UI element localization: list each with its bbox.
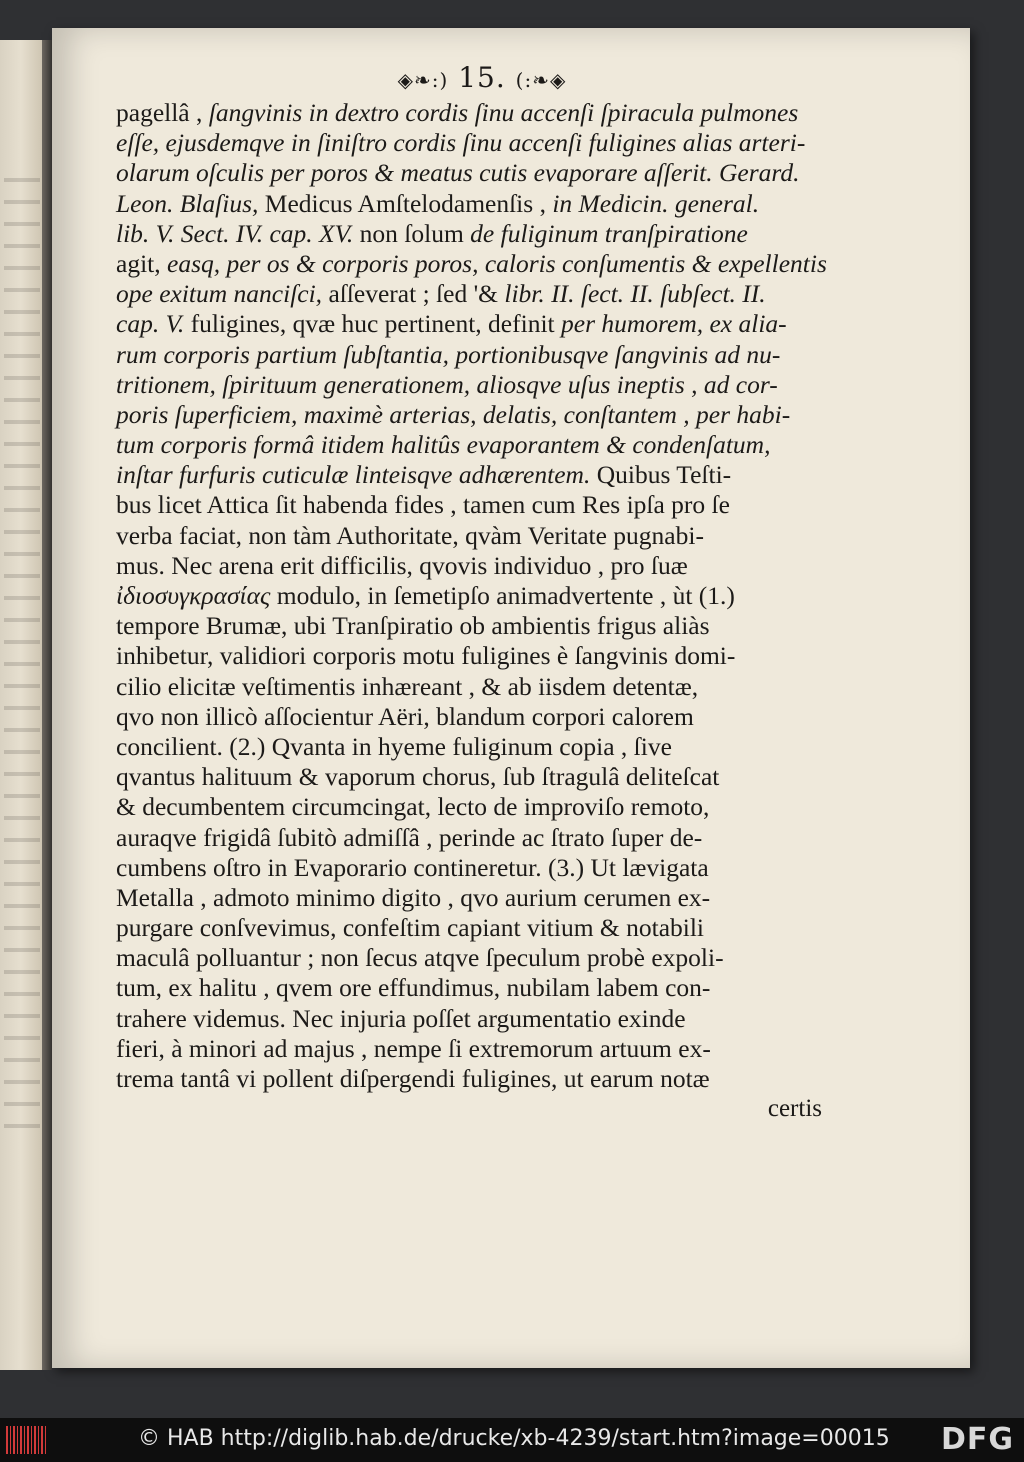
text-line [116, 551, 856, 581]
text-segment: verba faciat, non tàm Authoritate, qvàm Veritate pugnabi- [116, 520, 704, 550]
text-segment: cap. V. [116, 309, 191, 339]
viewer-footer [0, 1418, 1024, 1462]
text-line [116, 702, 856, 732]
text-line [116, 973, 856, 1003]
book-page [52, 28, 970, 1368]
text-line [116, 883, 856, 913]
text-segment: easq, per os & corporis poros, caloris conſumentis & expellentis [167, 248, 827, 278]
text-line [116, 1034, 856, 1064]
text-segment: ope exitum nanciſci, [116, 279, 329, 309]
text-segment: eſſe, ejusdemqve in ſiniſtro cordis ſinu accenſi fuligines alias arteri- [116, 128, 806, 158]
text-segment: trema tantâ vi pollent diſpergendi fuligines, ut earum notæ [116, 1064, 710, 1093]
text-segment: auraqve frigidâ ſubitò admiſſâ , perinde ac ſtrato ſuper de- [116, 822, 703, 852]
text-segment: tum corporis formâ itidem halitûs evaporantem & condenſatum, [116, 430, 771, 460]
page-number: 15. [458, 61, 506, 94]
text-line [116, 521, 856, 551]
text-line [116, 309, 856, 339]
text-segment: bus licet Attica ſit habenda fides , tamen cum Res ipſa pro ſe [116, 490, 730, 520]
text-line [116, 340, 856, 370]
text-segment: mus. Nec arena erit difficilis, qvovis individuo , pro ſuæ [116, 550, 688, 580]
text-segment: inhibetur, validiori corporis motu fuligines è ſangvinis domi- [116, 641, 736, 671]
text-segment: cumbens oſtro in Evaporario contineretur. (3.) Ut lævigata [116, 852, 709, 882]
text-segment: non ſolum [359, 218, 471, 248]
text-segment: purgare conſvevimus, confeſtim capiant vitium & notabili [116, 913, 705, 943]
text-line [116, 943, 856, 973]
text-segment: Quibus Teſti- [596, 460, 732, 490]
text-segment: qvantus halituum & vaporum chorus, ſub ſtragulâ deliteſcat [116, 762, 720, 792]
book-gutter [42, 40, 52, 1370]
text-line [116, 189, 856, 219]
text-segment: fuligines, qvæ huc pertinent, definit [190, 309, 561, 339]
text-line [116, 762, 856, 792]
text-line [116, 400, 856, 430]
text-segment: cilio elicitæ veſtimentis inhæreant , & ab iisdem detentæ, [116, 671, 699, 701]
hab-logo-icon [6, 1426, 46, 1454]
text-segment: aſſeverat ; ſed '& [328, 279, 505, 309]
text-line [116, 641, 856, 671]
text-segment: pagellâ , [116, 98, 209, 127]
text-segment: rum corporis partium ſubſtantia, portionibusqve ſangvinis ad nu- [116, 339, 781, 369]
text-segment: tum, ex halitu , qvem ore effundimus, nubilam labem con- [116, 973, 711, 1003]
text-line [116, 98, 856, 128]
text-segment: Medicus Amſtelodamenſis , [264, 188, 553, 218]
text-line [116, 823, 856, 853]
adjacent-page-bleed [4, 160, 40, 1140]
left-ornament: ◈❧:) [397, 68, 449, 92]
text-segment: maculâ polluantur ; non ſecus atqve ſpeculum probè expoli- [116, 943, 724, 973]
page-text [116, 98, 856, 1094]
text-segment: concilient. (2.) Qvanta in hyeme fuliginum copia , ſive [116, 731, 672, 761]
text-segment: Leon. Blaſius, [116, 188, 265, 218]
text-segment: agit, [116, 248, 167, 278]
text-segment: tempore Brumæ, ubi Tranſpiratio ob ambientis frigus aliàs [116, 611, 710, 641]
adjacent-page-edge [0, 40, 52, 1370]
text-segment: in Medicin. general. [552, 188, 760, 218]
dfg-logo: DFG [940, 1422, 1014, 1457]
page-header [352, 61, 612, 97]
text-segment: lib. V. Sect. IV. cap. XV. [116, 218, 360, 248]
text-segment: fieri, à minori ad majus , nempe ſi extremorum artuum ex- [116, 1033, 711, 1063]
text-line [116, 611, 856, 641]
text-segment: Metalla , admoto minimo digito , qvo aurium cerumen ex- [116, 882, 711, 912]
text-line [116, 1064, 856, 1094]
text-segment: per humorem, ex alia- [561, 309, 787, 339]
text-line [116, 490, 856, 520]
text-segment: tritionem, ſpirituum generationem, aliosqve uſus ineptis , ad cor- [116, 369, 778, 399]
text-segment: olarum oſculis per poros & meatus cutis evaporare aſſerit. Gerard. [116, 158, 800, 188]
text-segment: inſtar furfuris cuticulæ linteisqve adhærentem. [116, 460, 597, 490]
text-segment: & decumbentem circumcingat, lecto de improviſo remoto, [116, 792, 710, 822]
text-line [116, 853, 856, 883]
text-segment: ἰδιοσυγκρασίας [116, 581, 277, 610]
text-line [116, 158, 856, 188]
text-line [116, 370, 856, 400]
source-url[interactable]: © HAB http://diglib.hab.de/drucke/xb-4239/start.htm?image=00015 [138, 1426, 890, 1451]
text-segment: ſangvinis in dextro cordis ſinu accenſi ſpiracula pulmones [208, 98, 799, 127]
right-ornament: (:❧◈ [515, 68, 567, 92]
text-segment: poris ſuperficiem, maximè arterias, delatis, conſtantem , per habi- [116, 399, 791, 429]
text-line [116, 430, 856, 460]
text-segment: de fuliginum tranſpiratione [470, 218, 748, 248]
text-line [116, 913, 856, 943]
text-line [116, 249, 856, 279]
text-line [116, 279, 856, 309]
text-line [116, 581, 856, 611]
text-line [116, 460, 856, 490]
text-line [116, 672, 856, 702]
text-line [116, 792, 856, 822]
text-segment: qvo non illicò aſſocientur Aëri, blandum corpori calorem [116, 701, 694, 731]
text-line [116, 732, 856, 762]
text-line [116, 1004, 856, 1034]
text-segment: trahere videmus. Nec injuria poſſet argumentatio exinde [116, 1003, 686, 1033]
text-segment: modulo, in ſemetipſo animadvertente , ùt (1.) [276, 581, 735, 610]
catchword: certis [767, 1095, 822, 1122]
text-segment: libr. II. ſect. II. ſubſect. II. [504, 279, 766, 309]
text-line [116, 219, 856, 249]
text-line [116, 128, 856, 158]
